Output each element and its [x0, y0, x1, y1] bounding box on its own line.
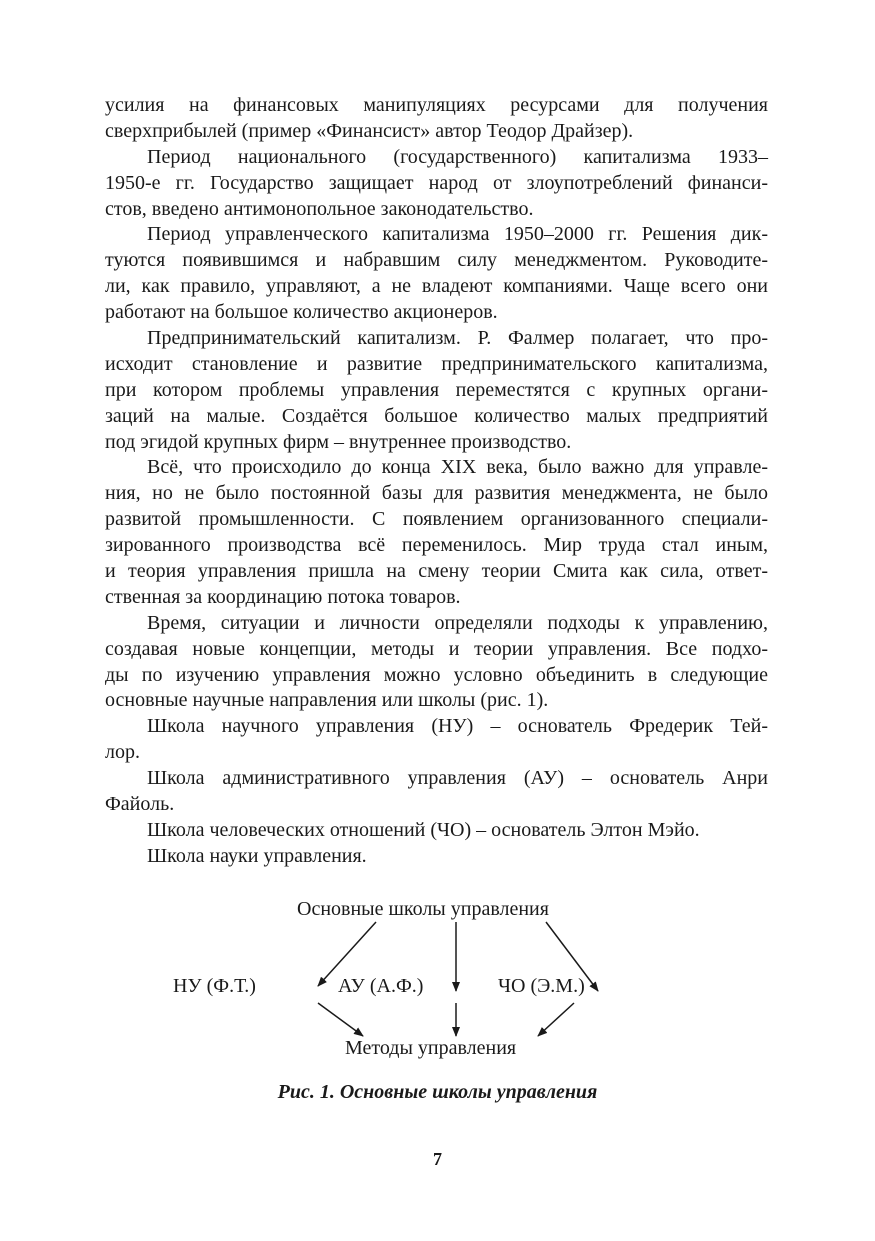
arrow-left-to-bottom [318, 1003, 363, 1036]
text-line: Период национального (государственного) капитализма 1933– [147, 145, 768, 168]
text-line: заций на малые. Создаётся большое количество малых предприятий [105, 404, 768, 427]
text-line: Школа научного управления (НУ) – основатель Фредерик Тей- [147, 715, 768, 738]
text-line: Предпринимательский капитализм. Р. Фалмер полагает, что про- [147, 327, 768, 350]
page-number: 7 [433, 1149, 442, 1169]
text-line: Школа административного управления (АУ) – основатель Анри [147, 767, 768, 790]
diagram-top-node: Основные школы управления [297, 898, 549, 920]
text-line: 1950-е гг. Государство защищает народ от злоупотреблений финанси- [105, 171, 768, 194]
text-line: лор. [105, 741, 140, 764]
text-line: ственная за координацию потока товаров. [105, 585, 461, 608]
text-line: усилия на финансовых манипуляциях ресурсами для получения [105, 94, 768, 116]
diagram-node-cho: ЧО (Э.М.) [498, 975, 585, 997]
text-line: стов, введено антимонопольное законодательство. [105, 197, 534, 220]
text-line: ды по изучению управления можно условно объединить в следующие [105, 663, 768, 686]
diagram-node-au: АУ (А.Ф.) [338, 975, 424, 997]
text-line: туются появившимся и набравшим силу менеджментом. Руководите- [105, 249, 768, 272]
text-line: и теория управления пришла на смену теории Смита как сила, ответ- [105, 560, 768, 583]
diagram-node-nu: НУ (Ф.Т.) [173, 975, 256, 997]
text-line: сверхприбылей (пример «Финансист» автор Теодор Драйзер). [105, 119, 634, 142]
text-line: под эгидой крупных фирм – внутреннее производство. [105, 430, 572, 453]
text-line: Школа науки управления. [147, 844, 367, 867]
figure-caption: Рис. 1. Основные школы управления [277, 1081, 598, 1103]
text-line: ли, как правило, управляют, а не владеют компаниями. Чаще всего они [105, 275, 768, 298]
arrow-right-to-bottom [538, 1003, 574, 1036]
text-line: развитой промышленности. С появлением организованного специали- [105, 508, 768, 531]
text-line: при котором проблемы управления переместятся с крупных органи- [105, 378, 768, 401]
text-line: работают на большое количество акционеров. [105, 301, 498, 324]
text-line: Время, ситуации и личности определяли подходы к управлению, [147, 611, 768, 634]
text-line: основные научные направления или школы (рис. 1). [105, 689, 549, 712]
text-line: Период управленческого капитализма 1950–2000 гг. Решения дик- [147, 223, 768, 246]
text-line: исходит становление и развитие предпринимательского капитализма, [105, 352, 768, 375]
text-line: Школа человеческих отношений (ЧО) – основатель Элтон Мэйо. [147, 818, 700, 841]
text-line: Файоль. [105, 793, 175, 816]
text-line: создавая новые концепции, методы и теории управления. Все подхо- [105, 637, 768, 660]
diagram-bottom-node: Методы управления [345, 1037, 517, 1059]
text-line: ния, но не было постоянной базы для развития менеджмента, не было [105, 482, 768, 505]
text-line: Всё, что происходило до конца XIX века, было важно для управле- [147, 456, 768, 479]
text-line: зированного производства всё переменилось. Мир труда стал иным, [105, 534, 768, 557]
